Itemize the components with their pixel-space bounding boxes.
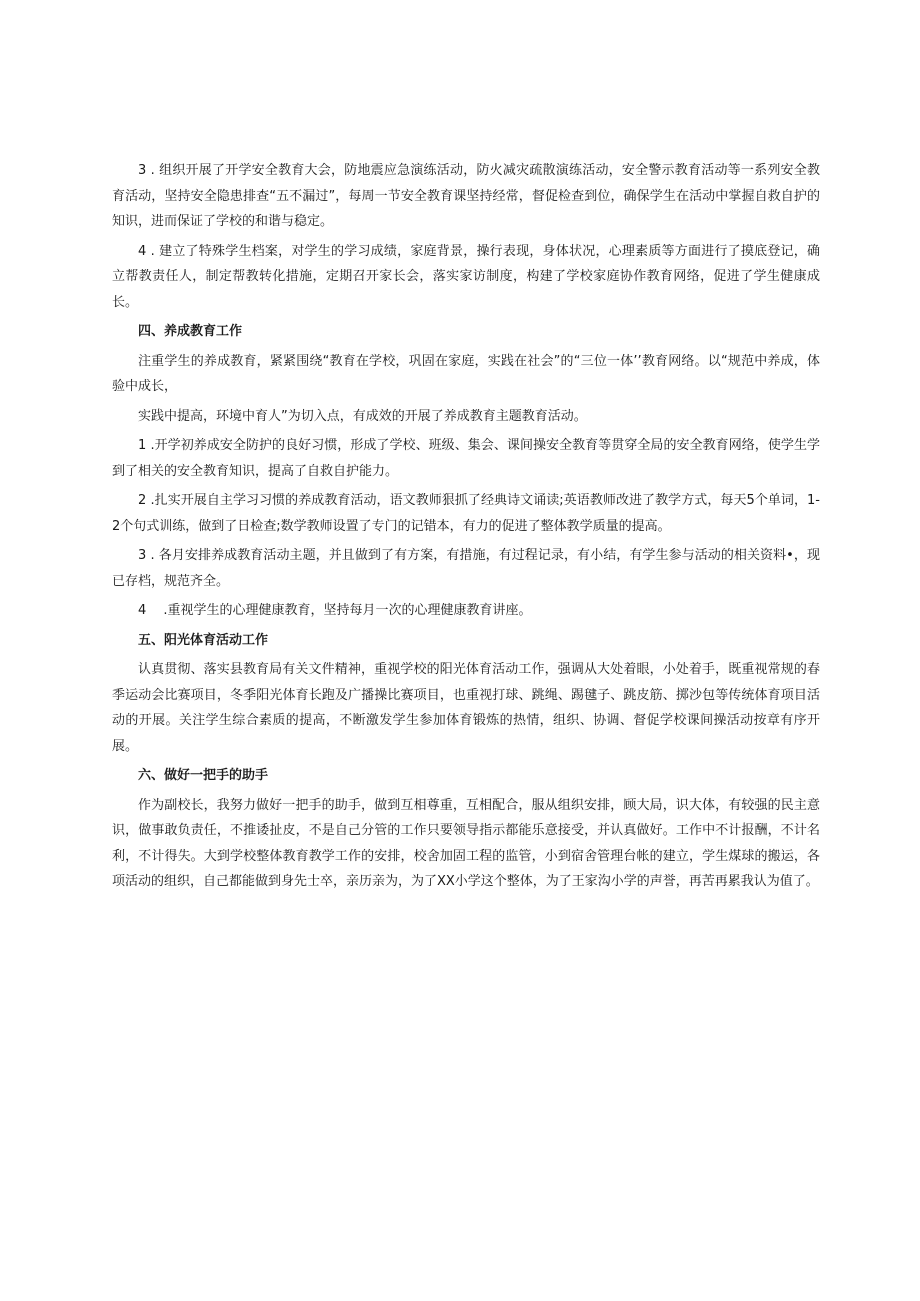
paragraph-habit-item-2: 2 .扎实开展自主学习习惯的养成教育活动，语文教师狠抓了经典诗文诵读;英语教师改进了教学方式，每天5个单词，1-2个句式训练，做到了日检查;数学教师设置了专门的记错本，有力的促进了整体教学质量的提高。	[112, 493, 820, 534]
paragraph-habit-intro: 注重学生的养成教育，紧紧围绕“教育在学校，巩固在家庭，实践在社会”的“三位一体’’教育网络。以“规范中养成，体验中成长，	[112, 353, 820, 394]
paragraph-item-4-special-students: 4 . 建立了特殊学生档案，对学生的学习成绩，家庭背景，操行表现，身体状况，心理素质等方面进行了摸底登记，确立帮教责任人，制定帮教转化措施，定期召开家长会，落实家访制度，构建了学校家庭协作教育网络，促进了学生健康成长。	[112, 243, 820, 310]
paragraph-item-3-safety-education: 3 . 组织开展了开学安全教育大会，防地震应急演练活动，防火减灾疏散演练活动，安全警示教育活动等一系列安全教育活动，坚持安全隐患排查“五不漏过”，每周一节安全教育课坚持经常，督促检查到位，确保学生在活动中掌握自救自护的知识，进而保证了学校的和谐与稳定。	[112, 163, 820, 229]
section-heading-sunshine-sports: 五、阳光体育活动工作	[138, 632, 269, 648]
paragraph-sunshine-sports: 认真贯彻、落实县教育局有关文件精神，重视学校的阳光体育活动工作，强调从大处着眼，小处着手，既重视常规的春季运动会比赛项目，冬季阳光体育长跑及广播操比赛项目，也重视打球、跳绳、踢毽子、跳皮筋、掷沙包等传统体育项目活动的开展。关注学生综合素质的提高，不断激发学生参加体育锻炼的热情，组织、协调、督促学校课间操活动按章有序开展。	[112, 662, 820, 754]
paragraph-habit-intro-continued: 实践中提高，环境中育人”为切入点，有成效的开展了养成教育主题教育活动。	[138, 408, 587, 424]
paragraph-habit-item-4: 4 .重视学生的心理健康教育，坚持每月一次的心理健康教育讲座。	[138, 603, 532, 618]
section-heading-assistant-role: 六、做好一把手的助手	[138, 768, 269, 783]
document-body	[112, 154, 820, 895]
paragraph-assistant-role: 作为副校长，我努力做好一把手的助手，做到互相尊重，互相配合，服从组织安排，顾大局，识大体，有较强的民主意识，做事敢负责任，不推诿扯皮，不是自己分管的工作只要领导指示都能乐意接受，并认真做好。工作中不计报酬，不计名利，不计得失。大到学校整体教育教学工作的安排，校舍加固工程的监管，小到宿舍管理台帐的建立，学生煤球的搬运，各项活动的组织，自己都能做到身先士卒，亲历亲为，为了XX小学这个整体，为了王家沟小学的声誉，再苦再累我认为值了。	[112, 797, 820, 889]
paragraph-habit-item-3: 3 . 各月安排养成教育活动主题，并且做到了有方案，有措施，有过程记录，有小结，有学生参与活动的相关资料•，现已存档，规范齐全。	[112, 548, 820, 589]
paragraph-habit-item-1: 1 .开学初养成安全防护的良好习惯，形成了学校、班级、集会、课间操安全教育等贯穿全局的安全教育网络，使学生学到了相关的安全教育知识，提高了自救自护能力。	[112, 438, 820, 479]
section-heading-habit-education: 四、养成教育工作	[138, 324, 243, 339]
